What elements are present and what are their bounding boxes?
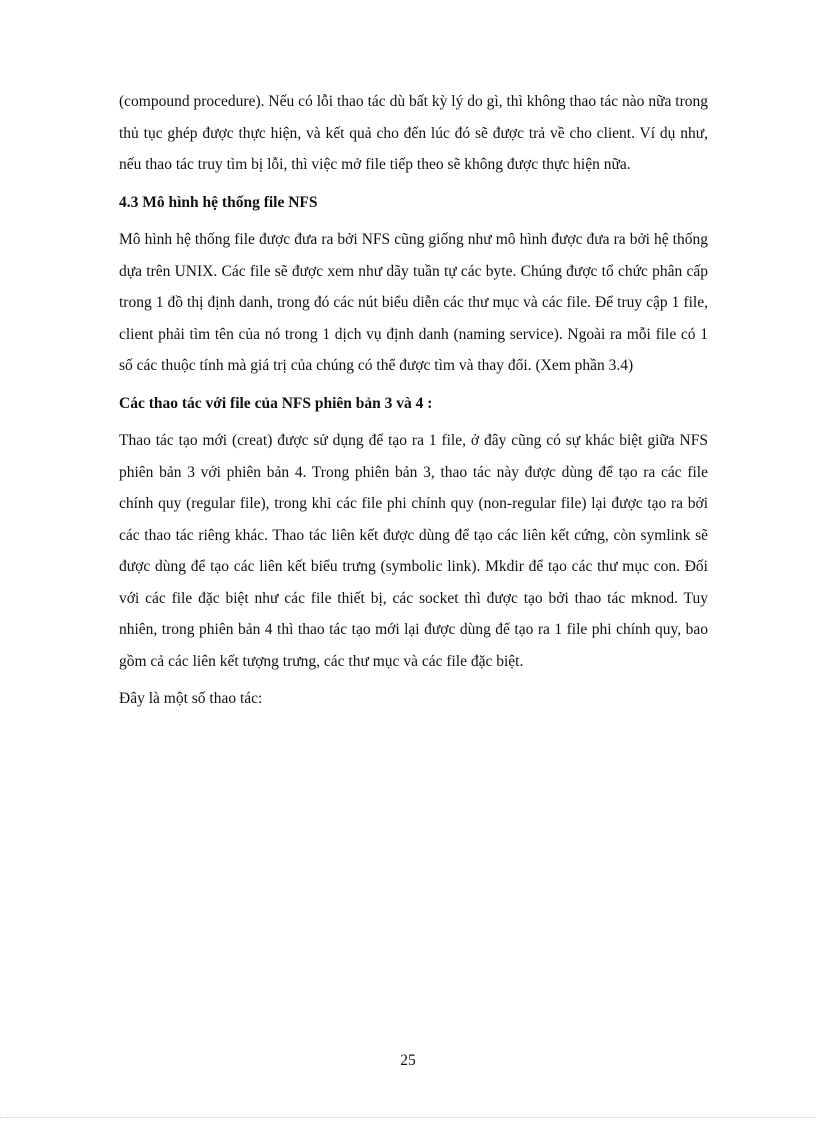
section-heading-nfs-file-model: 4.3 Mô hình hệ thống file NFS xyxy=(119,193,318,211)
paragraph-operations-intro: Đây là một số thao tác: xyxy=(119,690,263,707)
paragraph-file-model: Mô hình hệ thống file được đưa ra bởi NFS cũng giống như mô hình được đưa ra bởi hệ thống dựa trên UNIX. Các file sẽ được xem như dãy tuần tự các byte. Chúng được tổ chức phân cấp trong 1 đồ thị định danh, trong đó các nút biểu diễn các thư mục và các file. Để truy cập 1 file, client phải tìm tên của nó trong 1 dịch vụ định danh (naming service). Ngoài ra mỗi file có 1 số các thuộc tính mà giá trị của chúng có thể được tìm và thay đổi. (Xem phần 3.4) xyxy=(119,231,708,374)
paragraph-compound-procedure: (compound procedure). Nếu có lỗi thao tác dù bất kỳ lý do gì, thì không thao tác nào nữa trong thủ tục ghép được thực hiện, và kết quả cho đến lúc đó sẽ được trả về cho client. Ví dụ như, nếu thao tác truy tìm bị lỗi, thì việc mở file tiếp theo sẽ không được thực hiện nữa. xyxy=(119,93,708,173)
subheading-file-operations: Các thao tác với file của NFS phiên bản 3 và 4 : xyxy=(119,394,433,412)
page-bottom-divider xyxy=(0,1117,816,1118)
page-body xyxy=(119,86,708,715)
paragraph-create-operation: Thao tác tạo mới (creat) được sử dụng để tạo ra 1 file, ở đây cũng có sự khác biệt giữa NFS phiên bản 3 với phiên bản 4. Trong phiên bản 3, thao tác này được dùng để tạo ra các file chính quy (regular file), trong khi các file phi chính quy (non-regular file) lại được tạo ra bởi các thao tác riêng khác. Thao tác liên kết được dùng để tạo các liên kết cứng, còn symlink sẽ được dùng để tạo các liên kết biểu trưng (symbolic link). Mkdir để tạo các thư mục con. Đối với các file đặc biệt như các file thiết bị, các socket thì được tạo bởi thao tác mknod. Tuy nhiên, trong phiên bản 4 thì thao tác tạo mới lại được dùng để tạo ra 1 file phi chính quy, bao gồm cả các liên kết tượng trưng, các thư mục và các file đặc biệt. xyxy=(119,432,708,670)
page-number: 25 xyxy=(400,1052,416,1069)
